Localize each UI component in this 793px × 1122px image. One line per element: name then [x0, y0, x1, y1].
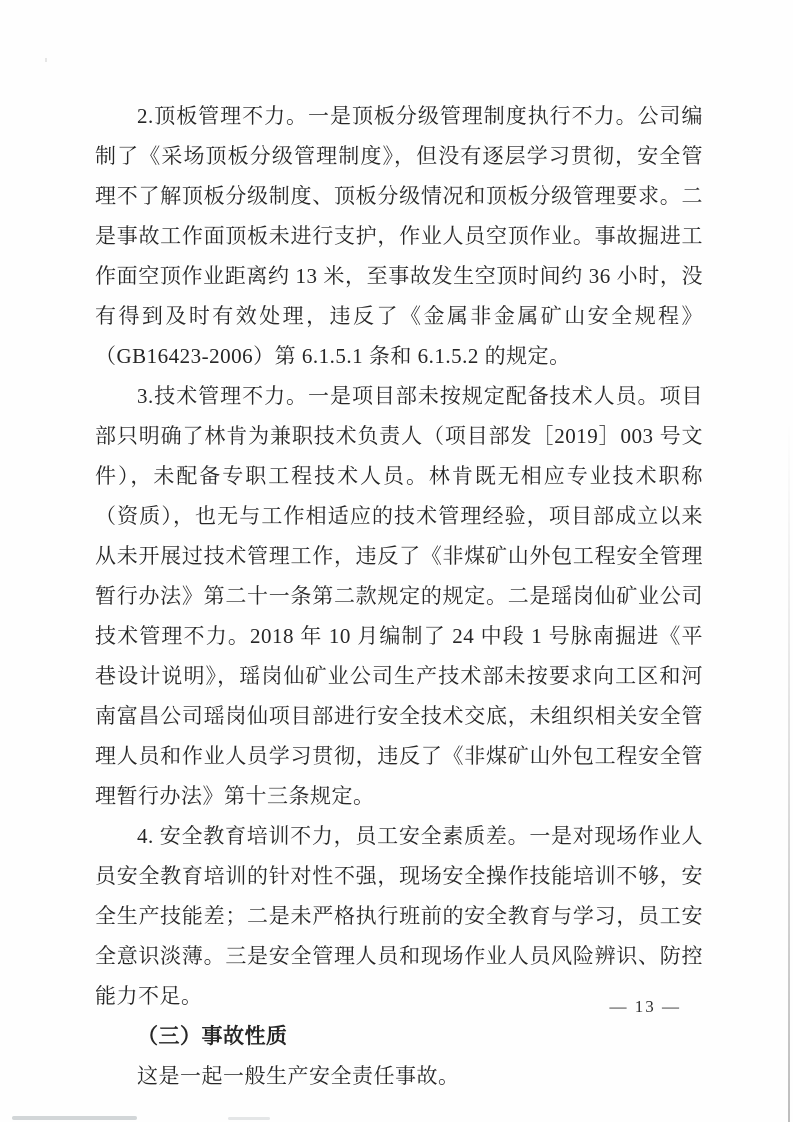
- scan-bottom-smudge: [12, 1116, 137, 1120]
- scan-speck: [45, 58, 47, 62]
- paragraph-roof-management: 2.顶板管理不力。一是顶板分级管理制度执行不力。公司编制了《采场顶板分级管理制度》，但没有逐层学习贯彻，安全管理不了解顶板分级制度、顶板分级情况和顶板分级管理要求。二是事故工作面顶板未进行支护，作业人员空顶作业。事故掘进工作面空顶作业距离约 13 米，至事故发生空顶时间约 36 小时，没有得到及时有效处理，违反了《金属非金属矿山安全规程》（GB16423-2006）第 6.1.5.1 条和 6.1.5.2 的规定。: [95, 104, 703, 368]
- scan-bottom-smudge-small: [228, 1117, 270, 1120]
- scan-right-edge-shadow: [788, 420, 790, 1122]
- paragraph-accident-nature-statement: 这是一起一般生产安全责任事故。: [137, 1064, 460, 1088]
- paragraph-technical-management: 3.技术管理不力。一是项目部未按规定配备技术人员。项目部只明确了林肯为兼职技术负责人（项目部发［2019］003 号文件），未配备专职工程技术人员。林肯既无相应专业技术职称（资质），也无与工作相适应的技术管理经验，项目部成立以来从未开展过技术管理工作，违反了《非煤矿山外包工程安全管理暂行办法》第二十一条第二款规定的规定。二是瑶岗仙矿业公司技术管理不力。2018 年 10 月编制了 24 中段 1 号脉南掘进《平巷设计说明》，瑶岗仙矿业公司生产技术部未按要求向工区和河南富昌公司瑶岗仙项目部进行安全技术交底，未组织相关安全管理人员和作业人员学习贯彻，违反了《非煤矿山外包工程安全管理暂行办法》第十三条规定。: [95, 384, 703, 808]
- page-number: — 13 —: [609, 997, 681, 1016]
- section-heading-accident-nature: （三）事故性质: [137, 1024, 288, 1048]
- report-body: [95, 96, 703, 1096]
- paragraph-safety-training: 4. 安全教育培训不力，员工安全素质差。一是对现场作业人员安全教育培训的针对性不强，现场安全操作技能培训不够，安全生产技能差；二是未严格执行班前的安全教育与学习，员工安全意识淡薄。三是安全管理人员和现场作业人员风险辨识、防控能力不足。: [95, 824, 703, 1008]
